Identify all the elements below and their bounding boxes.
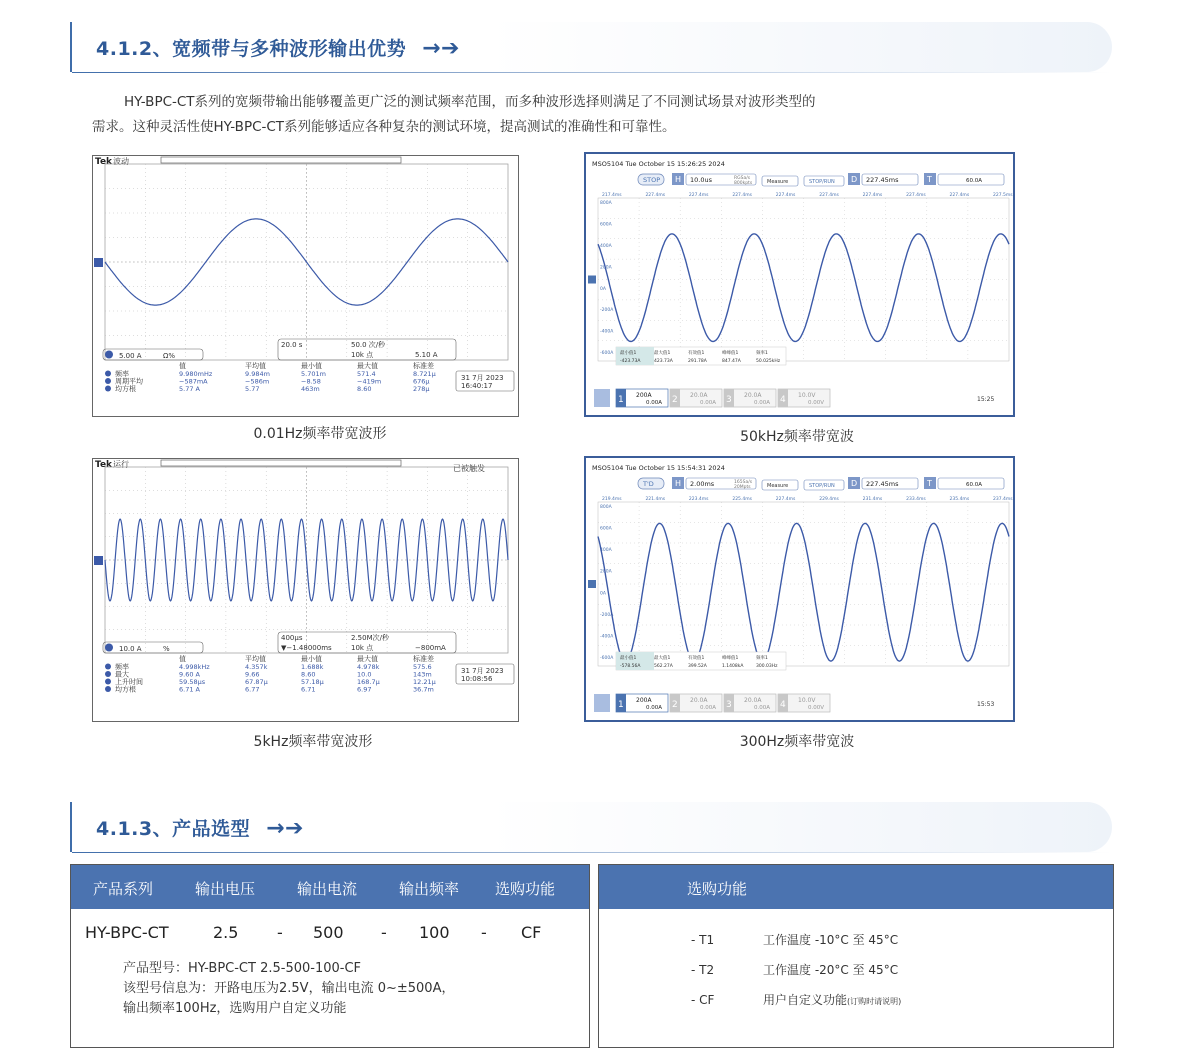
trigger-state: 已被触发	[453, 464, 485, 473]
meas-value: 59.58μs	[179, 678, 206, 686]
scope-header: MSO5104 Tue October 15 15:26:25 2024	[592, 160, 725, 168]
measure-label: 最大值1	[654, 656, 671, 661]
time-tick: 233.4ms	[906, 497, 926, 502]
meas-value: 6.77	[245, 685, 260, 694]
y-tick: 200A	[600, 569, 612, 575]
scope-display	[586, 458, 1013, 720]
header-series: 产品系列	[93, 880, 154, 898]
section-heading-413	[70, 802, 1112, 852]
channel-number: 4	[780, 395, 786, 405]
scope-caption: 300Hz频率带宽波	[739, 734, 855, 750]
meas-value: 1.688k	[301, 663, 324, 671]
scope-caption: 5kHz频率带宽波形	[253, 734, 373, 750]
channel-coupling: %	[163, 645, 170, 653]
option-item	[691, 991, 901, 1008]
t-label: T	[927, 175, 932, 184]
meas-value: 571.4	[357, 370, 376, 378]
meas-header: 最小值	[301, 362, 322, 370]
measure-value: 50.025kHz	[756, 359, 781, 364]
meas-value: 676μ	[413, 377, 430, 386]
meas-value: 9.66	[245, 670, 260, 679]
meas-value: 10.0	[357, 670, 372, 679]
meas-name: 频率	[115, 370, 129, 378]
meas-value: 278μ	[413, 385, 430, 393]
meas-value: 8.60	[301, 670, 316, 679]
channel-scale: 200A	[636, 392, 652, 399]
measure-label: 最大值1	[654, 351, 671, 356]
y-tick: 800A	[600, 201, 612, 206]
meas-header: 最大值	[357, 362, 378, 370]
clock: 15:53	[977, 701, 995, 708]
channel-number: 2	[672, 395, 678, 405]
time-tick: 227.4ms	[775, 497, 796, 502]
measure-label: 频率1	[756, 656, 768, 661]
sample-rate: 50.0 次/秒	[351, 341, 386, 349]
y-tick: -400A	[600, 634, 614, 640]
measure-value: 562.27A	[654, 664, 673, 669]
time-tick: 217.4ms	[602, 193, 622, 198]
clock: 15:25	[977, 396, 995, 403]
scope-caption: 0.01Hz频率带宽波形	[253, 426, 387, 442]
meas-header: 最小值	[301, 655, 322, 663]
scope-caption: 50kHz频率带宽波	[740, 429, 854, 445]
trigger-level: 5.10 A	[415, 351, 438, 359]
section-heading-412	[70, 22, 1112, 72]
header-options: 选购功能	[687, 880, 748, 898]
y-tick: 600A	[600, 222, 612, 228]
option-code: - T1	[691, 933, 715, 947]
date: 31 7月 2023	[461, 374, 504, 382]
y-tick: -200A	[600, 308, 614, 314]
time-per-div: 20.0 s	[281, 341, 303, 349]
meas-value: 6.97	[357, 685, 372, 694]
meas-value: 8.721μ	[413, 370, 436, 378]
h-label: H	[675, 175, 682, 184]
meas-value: 6.71	[301, 685, 316, 694]
delay: 227.45ms	[866, 176, 899, 184]
meas-name: 上升时间	[115, 678, 143, 686]
channel-badge	[105, 686, 111, 692]
meas-value: −586m	[245, 377, 270, 386]
time-tick: 227.4ms	[688, 193, 709, 198]
measure-value: 847.47A	[722, 359, 741, 364]
channel-badge	[105, 679, 111, 685]
meas-value: 575.6	[413, 663, 432, 671]
scope-screenshot-50khz	[584, 152, 1015, 417]
brand-logo: Tek	[95, 157, 113, 167]
y-tick: 600A	[600, 526, 612, 532]
value-options: CF	[521, 923, 542, 942]
divider	[72, 852, 1112, 853]
time-tick: 227.4ms	[949, 193, 970, 198]
separator: -	[481, 923, 487, 942]
time-tick: 227.5ms	[993, 193, 1013, 198]
channel-scale: 200A	[636, 697, 652, 704]
channel-offset: 0.00A	[700, 705, 717, 711]
y-tick: 0A	[600, 286, 606, 292]
scope-display	[93, 156, 518, 416]
run-state: 波动	[113, 157, 129, 166]
run-state: STOP	[643, 176, 661, 184]
table-header	[71, 865, 589, 909]
option-text: 用户自定义功能	[763, 993, 848, 1007]
meas-value: 67.87μ	[245, 678, 268, 686]
sample-rate: 2.50M次/秒	[351, 634, 389, 642]
table-header	[599, 865, 1113, 909]
t-label: T	[927, 479, 932, 488]
channel-scale: 20.0A	[744, 697, 762, 704]
measure-value: -423.73A	[620, 359, 641, 364]
y-tick: -200A	[600, 612, 614, 618]
channel-badge	[105, 664, 111, 670]
meas-value: −587mA	[179, 377, 208, 386]
value-frequency: 100	[419, 923, 450, 942]
meas-value: 4.978k	[357, 663, 380, 671]
scope-display	[93, 459, 518, 721]
meas-value: 4.357k	[245, 663, 268, 671]
memory-depth: 800kpts	[734, 181, 753, 186]
measure-value: 423.73A	[654, 359, 673, 364]
scope-screenshot-5khz	[92, 458, 519, 722]
header-options: 选购功能	[495, 880, 556, 898]
value-current: 500	[313, 923, 344, 942]
channel-number: 4	[780, 700, 786, 710]
meas-name: 周期平均	[115, 377, 143, 386]
time: 16:40:17	[461, 382, 493, 390]
time-tick: 227.4ms	[732, 193, 752, 198]
meas-header: 最大值	[357, 655, 378, 663]
measure-label: 有效值1	[688, 656, 705, 661]
intro-line-2: 需求。这种灵活性使HY-BPC-CT系列能够适应各种复杂的测试环境，提高测试的准确性和可靠性。	[92, 119, 676, 135]
time-tick: 219.4ms	[602, 497, 622, 502]
trigger-level: −800mA	[415, 644, 446, 652]
model-description	[123, 959, 454, 1019]
meas-value: 9.980mHz	[179, 370, 213, 378]
y-tick: 400A	[600, 243, 612, 249]
record-points: 10k 点	[351, 644, 374, 652]
meas-value: 6.71 A	[179, 685, 200, 694]
meas-value: 4.998kHz	[179, 663, 210, 671]
y-tick: -400A	[600, 329, 614, 335]
meas-name: 均方根	[115, 685, 136, 694]
model-selection-table	[70, 864, 590, 1048]
h-label: H	[675, 479, 682, 488]
channel-badge	[105, 378, 111, 384]
time-per-div: 400μs	[281, 634, 303, 642]
option-item	[691, 961, 898, 978]
measure-value: -578.56A	[620, 664, 641, 669]
channel-marker	[588, 276, 596, 284]
desc-line: 产品型号：HY-BPC-CT 2.5-500-100-CF	[123, 961, 362, 976]
channel-scale: 20.0A	[690, 697, 708, 704]
meas-value: 9.60 A	[179, 670, 200, 679]
options-table	[598, 864, 1114, 1048]
measure-label: 最小值1	[620, 351, 637, 356]
trigger-level: 60.0A	[966, 482, 983, 488]
meas-value: 12.21μ	[413, 678, 436, 686]
stoprun-label: STOP/RUN	[809, 179, 835, 185]
header-current: 输出电流	[297, 880, 358, 898]
measure-value: 1.1408kA	[722, 664, 744, 669]
channel-badge	[105, 386, 111, 392]
meas-value: 168.7μ	[357, 678, 380, 686]
option-text: 工作温度 -20°C 至 45°C	[763, 963, 899, 977]
d-label: D	[851, 175, 858, 184]
option-text: 工作温度 -10°C 至 45°C	[763, 933, 899, 947]
measure-label: 峰峰值1	[722, 351, 739, 356]
time-tick: 227.4ms	[906, 193, 926, 198]
time-tick: 225.4ms	[732, 497, 752, 502]
time-tick: 227.4ms	[775, 193, 796, 198]
y-tick: 400A	[600, 548, 612, 554]
channel-badge	[105, 644, 113, 652]
channel-number: 1	[618, 395, 624, 405]
time-tick: 229.4ms	[819, 497, 839, 502]
value-series: HY-BPC-CT	[85, 923, 169, 942]
meas-header: 平均值	[245, 655, 266, 663]
meas-name: 均方根	[115, 385, 136, 393]
meas-value: 143m	[413, 670, 432, 679]
arrow-icon: →➔	[266, 816, 304, 841]
channel-coupling: Ω%	[163, 352, 176, 360]
measure-value: 300.03Hz	[756, 664, 778, 669]
meas-value: 5.77 A	[179, 385, 200, 393]
scope-screenshot-300hz	[584, 456, 1015, 722]
meas-name: 最大	[115, 670, 129, 679]
meas-value: 9.984m	[245, 370, 270, 378]
time-tick: 221.4ms	[645, 497, 666, 502]
meas-header: 值	[179, 362, 186, 370]
d-label: D	[851, 479, 858, 488]
value-voltage: 2.5	[213, 923, 239, 942]
channel-badge	[105, 351, 113, 359]
y-tick: -600A	[600, 656, 614, 662]
channel-marker	[94, 258, 103, 267]
meas-value: 5.701m	[301, 370, 326, 378]
channel-badge	[105, 671, 111, 677]
section-title: 4.1.3、产品选型	[96, 818, 251, 840]
header-voltage: 输出电压	[195, 880, 256, 898]
delay: 227.45ms	[866, 480, 899, 488]
desc-line: 该型号信息为：开路电压为2.5V，输出电流 0~±500A，	[123, 981, 455, 996]
channel-scale: 10.0V	[798, 392, 816, 399]
time-tick: 227.4ms	[862, 193, 883, 198]
hscale: 10.0us	[690, 176, 712, 184]
measure-value: 291.78A	[688, 359, 707, 364]
time-tick: 237.4ms	[993, 497, 1013, 502]
measure-label: 有效值1	[688, 351, 705, 356]
meas-header: 值	[179, 655, 186, 663]
measure-value: 399.52A	[688, 664, 707, 669]
stoprun-label: STOP/RUN	[809, 483, 835, 489]
hscale: 2.00ms	[690, 480, 715, 488]
date: 31 7月 2023	[461, 667, 504, 675]
intro-line-1: HY-BPC-CT系列的宽频带输出能够覆盖更广泛的测试频率范围，而多种波形选择则满足了不同测试场景对波形类型的	[124, 94, 816, 110]
option-code: - T2	[691, 963, 715, 977]
option-item	[691, 931, 898, 948]
menu-icon	[594, 389, 610, 407]
time-tick: 227.4ms	[645, 193, 666, 198]
option-note: (订购时请说明)	[847, 997, 902, 1006]
y-tick: 0A	[600, 591, 606, 597]
divider	[72, 72, 1112, 73]
channel-offset: 0.00A	[646, 705, 663, 711]
channel-scale: 10.0 A	[119, 645, 142, 653]
channel-offset: 0.00A	[754, 705, 771, 711]
channel-scale: 20.0A	[690, 392, 708, 399]
time-tick: 223.4ms	[688, 497, 709, 502]
scope-display	[586, 154, 1013, 415]
record-points: 10k 点	[351, 351, 374, 359]
run-state: T'D	[643, 480, 654, 488]
time-tick: 235.4ms	[949, 497, 970, 502]
meas-value: 8.60	[357, 385, 372, 393]
trigger-position: ▼−1.48000ms	[281, 644, 332, 652]
y-tick: 200A	[600, 265, 612, 271]
measure-label: 峰峰值1	[722, 656, 739, 661]
time-tick: 227.4ms	[819, 193, 839, 198]
y-tick: 800A	[600, 505, 612, 510]
meas-value: −8.58	[301, 377, 321, 386]
channel-number: 2	[672, 700, 678, 710]
meas-name: 频率	[115, 663, 129, 671]
sample-rate: RGSa/s	[734, 176, 751, 181]
channel-scale: 5.00 A	[119, 352, 142, 360]
memory-depth: 20Mpts	[734, 485, 751, 490]
menu-icon	[594, 694, 610, 712]
brand-logo: Tek	[95, 460, 113, 470]
meas-header: 平均值	[245, 362, 266, 370]
meas-value: 57.18μ	[301, 678, 324, 686]
channel-offset: 0.00A	[700, 400, 717, 406]
y-tick: -600A	[600, 351, 614, 357]
meas-value: −419m	[357, 377, 382, 386]
channel-scale: 20.0A	[744, 392, 762, 399]
trigger-level: 60.0A	[966, 178, 983, 184]
time-tick: 231.4ms	[862, 497, 883, 502]
header-frequency: 输出频率	[399, 880, 460, 898]
separator: -	[381, 923, 387, 942]
channel-number: 1	[618, 700, 624, 710]
intro-paragraph	[92, 90, 1052, 140]
time: 10:08:56	[461, 675, 493, 683]
section-title: 4.1.2、宽频带与多种波形输出优势	[96, 38, 407, 60]
channel-badge	[105, 371, 111, 377]
channel-number: 3	[726, 700, 732, 710]
channel-marker	[94, 556, 103, 565]
sample-rate: 165Sa/s	[734, 480, 753, 485]
channel-offset: 0.00A	[754, 400, 771, 406]
channel-marker	[588, 580, 596, 588]
measure-label: 频率1	[756, 351, 768, 356]
measure-label: Measure	[767, 179, 789, 185]
desc-line: 输出频率100Hz，选购用户自定义功能	[123, 1001, 347, 1016]
meas-value: 5.77	[245, 385, 260, 393]
run-state: 运行	[113, 460, 129, 469]
separator: -	[277, 923, 283, 942]
channel-scale: 10.0V	[798, 697, 816, 704]
option-code: - CF	[691, 993, 715, 1007]
scope-header: MSO5104 Tue October 15 15:54:31 2024	[592, 464, 725, 472]
channel-offset: 0.00V	[808, 705, 825, 711]
meas-header: 标准差	[413, 655, 434, 663]
measure-label: Measure	[767, 483, 789, 489]
channel-offset: 0.00V	[808, 400, 825, 406]
channel-number: 3	[726, 395, 732, 405]
scope-screenshot-001hz	[92, 155, 519, 417]
measure-label: 最小值1	[620, 656, 637, 661]
meas-value: 36.7m	[413, 685, 434, 694]
channel-offset: 0.00A	[646, 400, 663, 406]
meas-value: 463m	[301, 385, 320, 393]
arrow-icon: →➔	[422, 36, 460, 61]
meas-header: 标准差	[413, 362, 434, 370]
